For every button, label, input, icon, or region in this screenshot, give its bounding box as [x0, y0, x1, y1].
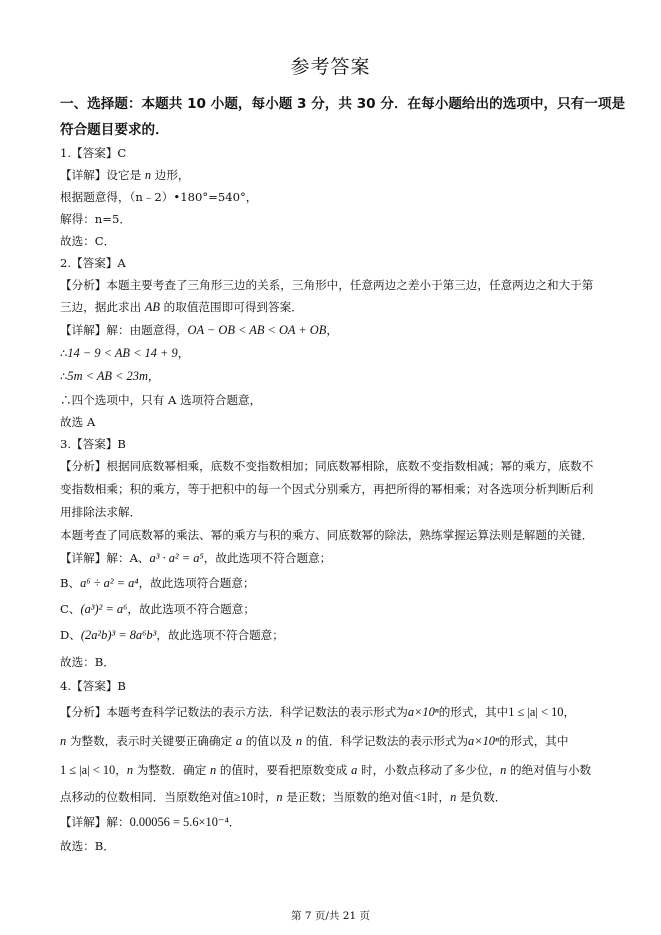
q3-analysis-4: 本题考查了同底数幂的乘法、幂的乘方与积的乘方、同底数幂的除法，熟练掌握运算法则是解题的关键． — [60, 528, 594, 542]
math: a³ · a² = a⁵ — [149, 551, 204, 565]
math: 1 ≤ |a| < 10 — [60, 763, 116, 777]
text: 为整数．确定 — [133, 763, 210, 777]
text: D、 — [60, 628, 81, 642]
text: ， — [563, 705, 576, 719]
text: 【分析】本题考查科学记数法的表示方法．科学记数法的表示形式为 — [60, 705, 408, 719]
q4-answer: 4.【答案】B — [60, 679, 126, 693]
q2-detail-3 — [60, 368, 160, 384]
q1-detail-1 — [60, 167, 190, 183]
math: n — [60, 734, 67, 748]
text: 时， — [426, 790, 451, 804]
q3-analysis-3: 用排除法求解． — [60, 505, 142, 519]
q2-analysis-1: 【分析】本题主要考查了三角形三边的关系，三角形中，任意两边之差小于第三边，任意两边之和大于第 — [60, 278, 594, 292]
q3-answer: 3.【答案】B — [60, 437, 126, 451]
q3-analysis-2: 变指数相乘；积的乘方，等于把积中的每一个因式分别乘方，再把所得的幂相乘；对各选项分析判断后利 — [60, 482, 594, 496]
q4-analysis-4 — [60, 789, 506, 805]
math: a×10ⁿ — [407, 705, 439, 719]
q2-detail-4: ∴四个选项中，只有 A 选项符合题意， — [60, 393, 262, 407]
q3-detail-b — [60, 575, 255, 591]
text: ， — [147, 369, 160, 383]
text: ，故此选项不符合题意； — [127, 602, 255, 616]
text: 边形， — [151, 168, 190, 182]
q3-analysis-1: 【分析】根据同底数幂相乘，底数不变指数相加；同底数幂相除，底数不变指数相减；幂的乘方，底数不 — [60, 459, 594, 473]
q4-detail-1 — [60, 814, 240, 830]
math: 0.00056 = 5.6×10⁻⁴ — [129, 815, 229, 829]
q2-detail-2 — [60, 345, 189, 361]
math: n — [500, 763, 507, 777]
text: 【详解】解：由题意得， — [60, 323, 188, 337]
math: n — [144, 168, 152, 182]
math: 1 ≤ |a| < 10 — [508, 705, 564, 719]
text: 是正数；当原数的绝对值 — [282, 790, 414, 804]
text: 为整数，表示时关键要正确确定 — [66, 734, 236, 748]
text: 的形式，其中 — [498, 734, 569, 748]
math: n — [126, 763, 134, 777]
text: 的值．科学记数法的表示形式为 — [302, 734, 469, 748]
text: 时，小数点移动了多少位， — [357, 763, 501, 777]
text: 的形式，其中 — [438, 705, 509, 719]
text: ，故此选项不符合题意； — [203, 551, 332, 565]
q3-end: 故选：B． — [60, 655, 115, 669]
text: C、 — [60, 602, 81, 616]
text: ∴ — [60, 346, 68, 360]
q1-detail-4: 故选：C． — [60, 234, 116, 248]
q4-end: 故选：B． — [60, 839, 115, 853]
q3-detail-c — [60, 601, 255, 617]
page-title: 参考答案 — [290, 56, 371, 78]
text: 【详解】解： — [60, 815, 130, 829]
text: ， — [177, 346, 190, 360]
q1-detail-2: 根据题意得，（n﹣2）•180°=540°， — [60, 190, 258, 204]
math: AB — [144, 300, 160, 314]
section-heading-line1: 一、选择题：本题共 10 小题，每小题 3 分，共 30 分．在每小题给出的选项中，只有一项是 — [60, 96, 626, 112]
text: 【详解】设它是 — [60, 168, 145, 182]
q4-analysis-1 — [60, 704, 575, 720]
math: 5m < AB < 23m — [67, 369, 148, 383]
math: a×10ⁿ — [468, 734, 499, 748]
q2-detail-1 — [60, 322, 338, 338]
text: 的取值范围即可得到答案． — [159, 300, 303, 314]
math: ≥10 — [233, 790, 254, 804]
text: 的绝对值与小数 — [506, 763, 592, 777]
math: n — [295, 734, 303, 748]
text: 时， — [253, 790, 277, 804]
q1-answer: 1.【答案】C — [60, 146, 127, 160]
q4-analysis-2 — [60, 733, 568, 749]
text: ， — [326, 323, 338, 337]
q4-analysis-3 — [60, 762, 591, 778]
math: n — [450, 790, 457, 804]
math: OA − OB < AB < OA + OB — [187, 323, 327, 337]
text: B、 — [60, 576, 81, 590]
q2-analysis-2 — [60, 299, 303, 315]
page-footer: 第 7 页/共 21 页 — [291, 910, 370, 922]
text: 是负数． — [456, 790, 507, 804]
q2-detail-5: 故选 A — [60, 415, 96, 429]
math: n — [276, 790, 283, 804]
math: n — [209, 763, 217, 777]
q3-detail-a — [60, 550, 331, 566]
text: 三边，据此求出 — [60, 300, 145, 314]
math: <1 — [413, 790, 427, 804]
math: (2a²b)³ = 8a⁶b³ — [80, 628, 157, 642]
q2-answer: 2.【答案】A — [60, 256, 126, 270]
text: ，故此选项不符合题意； — [156, 628, 284, 642]
text: ，故此选项符合题意； — [138, 576, 255, 590]
text: ∴ — [60, 369, 68, 383]
math: 14 − 9 < AB < 14 + 9 — [67, 346, 178, 360]
q3-detail-d — [60, 627, 284, 643]
text: ， — [115, 763, 127, 777]
text: 点移动的位数相同．当原数绝对值 — [60, 790, 234, 804]
section-heading-line2: 符合题目要求的． — [60, 122, 169, 138]
math: (a³)² = a⁶ — [80, 602, 128, 616]
q1-detail-3: 解得：n=5． — [60, 212, 131, 226]
text: 【详解】解：A、 — [60, 551, 150, 565]
text: 的值以及 — [242, 734, 296, 748]
text: ． — [228, 815, 241, 829]
text: 的值时，要看把原数变成 — [216, 763, 352, 777]
math: a — [235, 734, 243, 748]
math: a⁶ ÷ a² = a⁴ — [80, 576, 139, 590]
math: a — [351, 763, 358, 777]
